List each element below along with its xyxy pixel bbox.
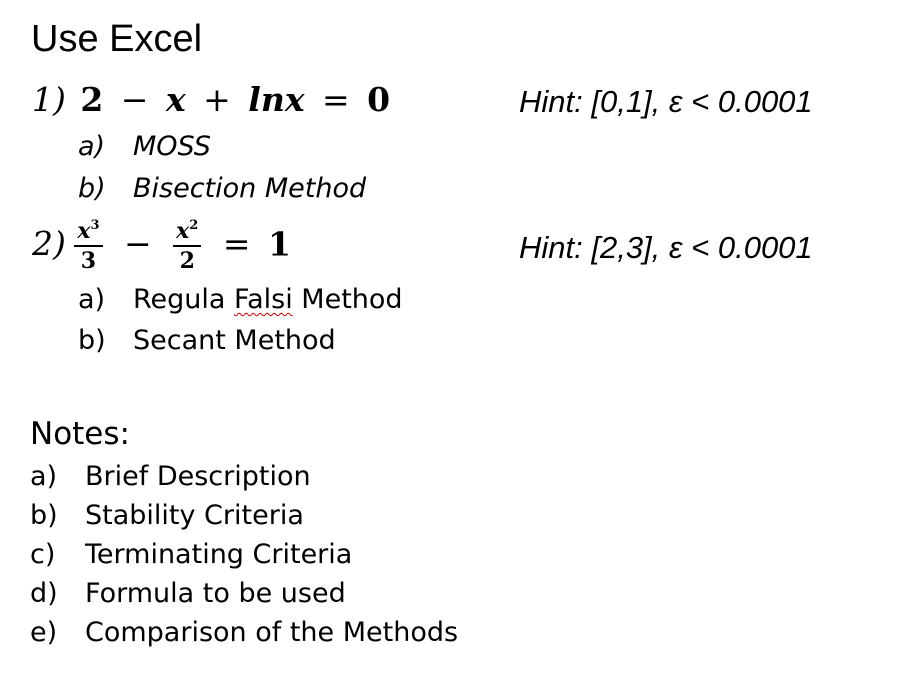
note-letter: b) (30, 500, 58, 531)
equation-1 (80, 80, 390, 119)
note-item-a (30, 461, 311, 492)
eq1-var: x (165, 80, 186, 119)
equation-2 (70, 218, 291, 274)
problem-1-equation (32, 80, 390, 119)
item-label-before: Regula (133, 284, 235, 315)
problem-2-item-b (78, 325, 336, 356)
item-label: Secant Method (133, 325, 336, 356)
eq2-rhs: 1 (267, 224, 291, 263)
note-item-e (30, 617, 458, 648)
problem-2-hint: Hint: [2,3], ε < 0.0001 (519, 230, 813, 265)
eq2-fraction-2 (173, 212, 201, 275)
note-item-c (30, 539, 352, 570)
note-item-d (30, 578, 346, 609)
note-item-b (30, 500, 304, 531)
note-letter: c) (30, 539, 56, 570)
problem-2-equation (32, 212, 291, 275)
eq2-fraction-1 (74, 212, 102, 275)
note-letter: d) (30, 578, 58, 609)
note-label: Brief Description (85, 461, 311, 492)
note-letter: a) (30, 461, 58, 492)
notes-title: Notes: (30, 416, 130, 452)
problem-2-item-a (78, 284, 403, 315)
note-label: Comparison of the Methods (85, 617, 459, 648)
eq2-frac1-exp: 3 (90, 218, 100, 233)
note-label: Terminating Criteria (85, 539, 353, 570)
eq2-minus: − (124, 224, 152, 263)
problem-1-item-b (78, 173, 366, 204)
problem-1-number: 1) (32, 80, 66, 119)
item-label-spellcheck: Falsi (234, 284, 293, 315)
item-letter: b) (78, 173, 106, 204)
page-title: Use Excel (31, 18, 203, 60)
eq2-frac1-var: x (77, 218, 91, 244)
eq2-frac1-den: 3 (80, 248, 97, 274)
eq2-frac2-exp: 2 (189, 218, 199, 233)
eq1-constant: 2 (80, 80, 104, 119)
eq1-log: lnx (248, 80, 305, 119)
note-label: Formula to be used (85, 578, 346, 609)
item-letter: b) (78, 325, 106, 356)
item-label: MOSS (133, 131, 211, 162)
eq2-equals: = (222, 224, 251, 263)
eq2-frac2-den: 2 (179, 248, 195, 274)
eq1-equals: = (322, 80, 350, 119)
item-label-after: Method (292, 284, 403, 315)
eq1-plus: + (203, 80, 231, 119)
problem-1-item-a (78, 131, 211, 162)
eq1-rhs: 0 (367, 80, 391, 119)
eq1-minus: − (120, 80, 149, 119)
item-letter: a) (78, 131, 106, 162)
item-label: Bisection Method (133, 173, 367, 204)
item-letter: a) (78, 284, 106, 315)
eq2-frac2-var: x (176, 218, 190, 244)
note-letter: e) (30, 617, 58, 648)
problem-1-hint: Hint: [0,1], ε < 0.0001 (519, 84, 813, 119)
note-label: Stability Criteria (85, 500, 304, 531)
problem-2-number: 2) (32, 224, 66, 263)
